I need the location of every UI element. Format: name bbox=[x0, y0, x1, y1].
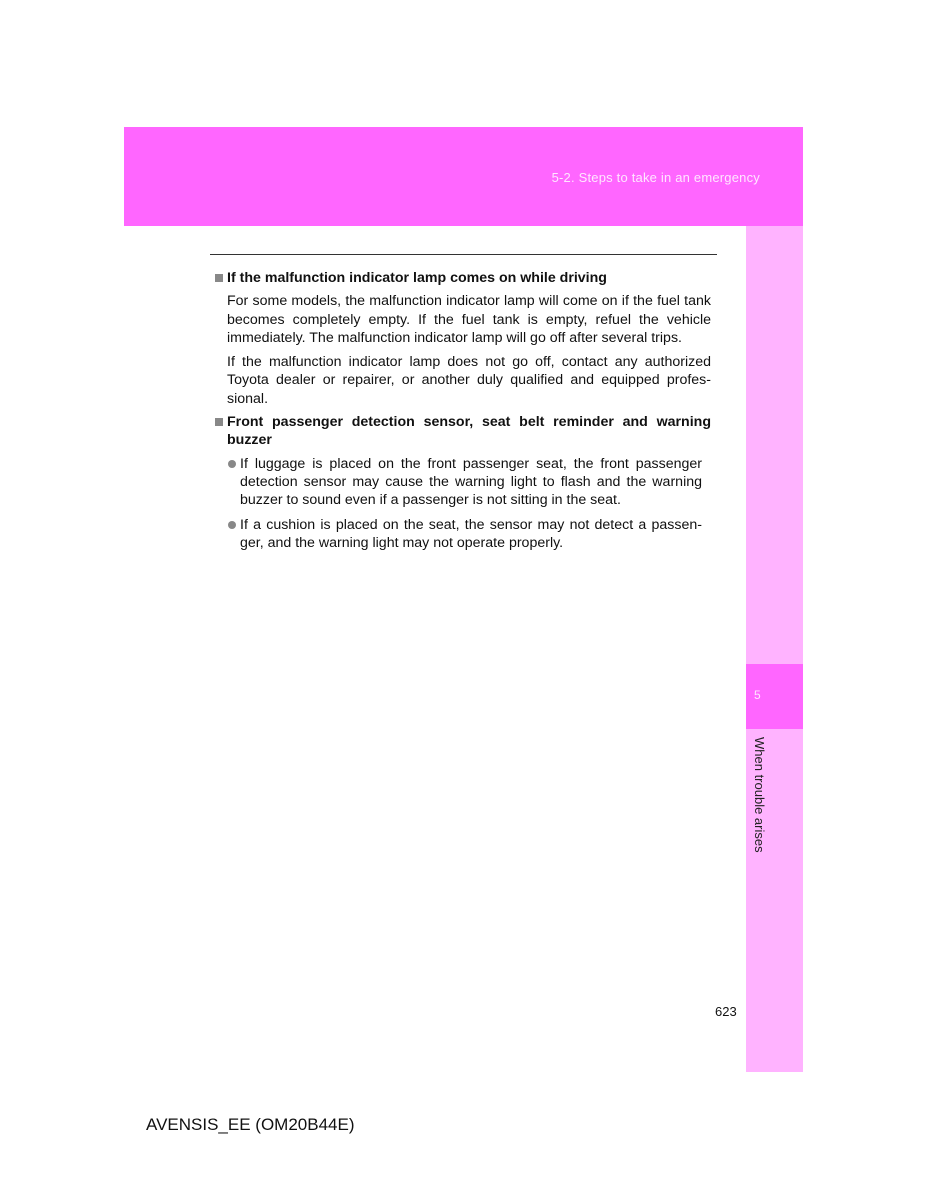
circle-bullet-icon bbox=[228, 521, 236, 529]
section-title: 5-2. Steps to take in an emergency bbox=[551, 170, 760, 185]
bullet-list bbox=[227, 455, 702, 552]
square-bullet-icon bbox=[215, 418, 223, 426]
square-bullet-icon bbox=[215, 274, 223, 282]
circle-bullet-icon bbox=[228, 460, 236, 468]
list-item-text: If a cushion is placed on the seat, the sensor may not detect a passen-ger, and the warning light may not operate properly. bbox=[240, 516, 702, 551]
section-heading-passenger-sensor bbox=[211, 413, 711, 450]
section-heading-malfunction-lamp bbox=[211, 269, 711, 287]
side-tab-strip bbox=[746, 226, 803, 1072]
heading-text: Front passenger detection sensor, seat belt reminder and warning buzzer bbox=[227, 414, 711, 449]
list-item-text: If luggage is placed on the front passenger seat, the front passenger detection sensor may cause the warning light to flash and the warning buzzer to sound even if a passenger is not sitting in the seat. bbox=[240, 455, 702, 509]
paragraph: For some models, the malfunction indicator lamp will come on if the fuel tank becomes completely empty. If the fuel tank is empty, refuel the vehicle immediately. The malfunction indicator lamp will go off after several trips. bbox=[227, 293, 711, 346]
chapter-number: 5 bbox=[754, 688, 761, 702]
paragraph: If the malfunction indicator lamp does not go off, contact any authorized Toyota dealer or repairer, or another duly qualified and equipped profes-sional. bbox=[227, 354, 711, 407]
header-band bbox=[124, 127, 803, 226]
chapter-tab bbox=[746, 664, 803, 729]
list-item bbox=[227, 516, 702, 553]
top-divider bbox=[210, 254, 717, 255]
main-content bbox=[211, 269, 711, 558]
document-code: AVENSIS_EE (OM20B44E) bbox=[146, 1115, 355, 1134]
chapter-title: When trouble arises bbox=[752, 737, 767, 853]
heading-text: If the malfunction indicator lamp comes on while driving bbox=[227, 270, 607, 286]
list-item bbox=[227, 455, 702, 510]
page-number: 623 bbox=[715, 1004, 737, 1019]
